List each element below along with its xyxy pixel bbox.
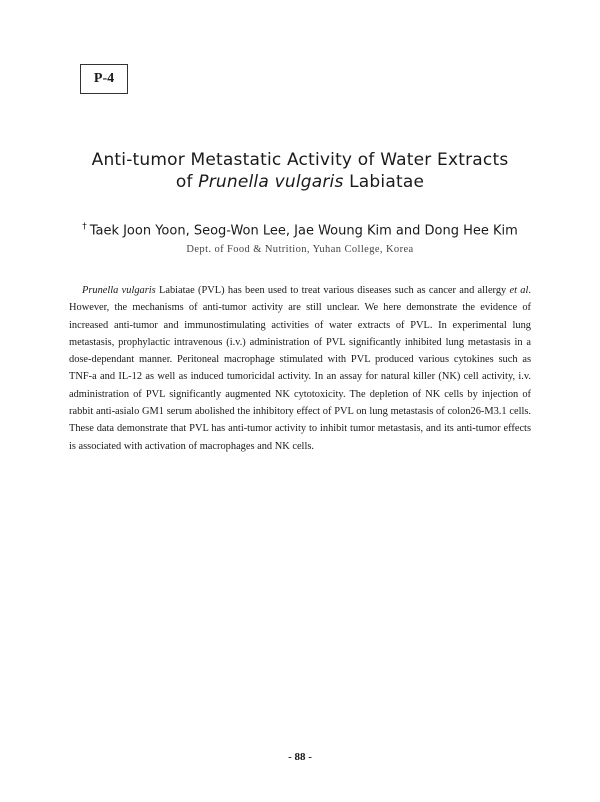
poster-number: P-4 (93, 71, 115, 86)
abstract-text-part-2: . However, the mechanisms of anti-tumor activity are still unclear. We here demonstrate the evidence of increased anti-tumor and immunostimulating activities of water extracts of PVL. In experimental lung metastasis, prophylactic intravenous (i.v.) administration of PVL significantly inhibited lung metastasis in a dose-dependant manner. Peritoneal macrophage stimulated with PVL produced various cytokines such as TNF-a and IL-12 as well as induced tumoricidal activity. In an assay for natural killer (NK) cell activity, i.v. administration of PVL significantly augmented NK cytotoxicity. The depletion of NK cells by injection of rabbit anti-asialo GM1 serum abolished the inhibitory effect of PVL on lung metastasis of colon26-M3.1 cells. These data demonstrate that PVL has anti-tumor activity to inhibit tumor metastasis, and its anti-tumor effects is associated with activation of macrophages and NK cells. (69, 285, 531, 452)
affiliation: Dept. of Food & Nutrition, Yuhan College, Korea (186, 244, 414, 255)
poster-number-box (80, 64, 128, 94)
paper-title (0, 149, 600, 193)
abstract-text-part-1: Labiatae (PVL) has been used to treat various diseases such as cancer and allergy (155, 285, 510, 296)
title-line-2 (0, 171, 600, 193)
title-line-2-suffix: Labiatae (343, 172, 425, 192)
author-names: Taek Joon Yoon, Seog-Won Lee, Jae Woung Kim and Dong Hee Kim (89, 223, 518, 239)
corresponding-author-mark: † (82, 222, 87, 232)
title-line-2-prefix: of (175, 172, 199, 192)
abstract-paragraph (69, 282, 531, 455)
page-number: - 88 - (288, 751, 312, 763)
author-list (0, 218, 600, 240)
abstract-species-name: Prunella vulgaris (82, 285, 156, 296)
title-species-name: Prunella vulgaris (198, 172, 344, 192)
title-line-1: Anti-tumor Metastatic Activity of Water Extracts (91, 150, 509, 170)
abstract-et-al: et al (509, 285, 529, 296)
